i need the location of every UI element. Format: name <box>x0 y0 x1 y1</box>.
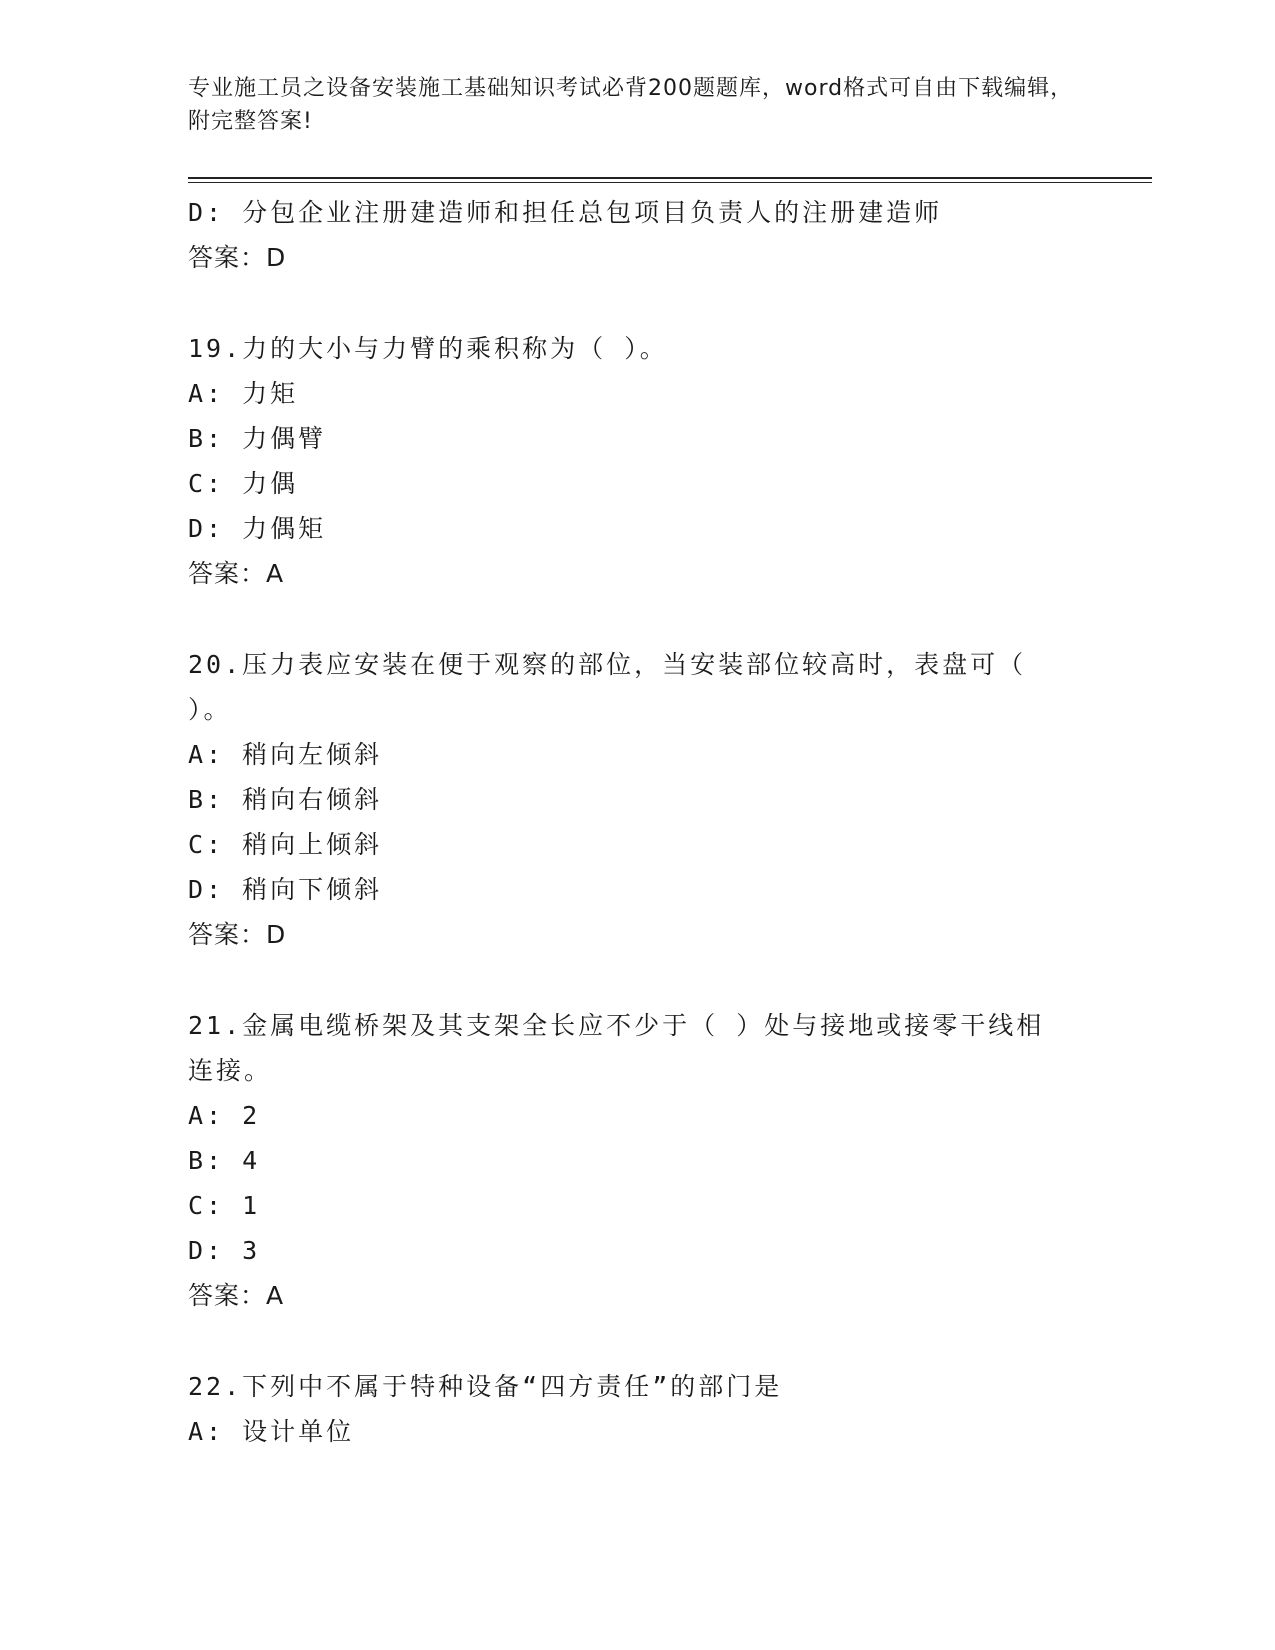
option-line: B: 4 <box>188 1146 261 1175</box>
option-line: C: 稍向上倾斜 <box>188 830 383 859</box>
option-line: D: 力偶矩 <box>188 514 327 543</box>
question-stem: 19.力的大小与力臂的乘积称为（ ）。 <box>188 334 668 363</box>
option-line: C: 力偶 <box>188 469 299 498</box>
option-line: C: 1 <box>188 1191 261 1220</box>
question-stem: 21.金属电缆桥架及其支架全长应不少于（ ）处与接地或接零干线相连接。 <box>188 1011 1045 1085</box>
option-line: A: 2 <box>188 1101 261 1130</box>
question-list <box>188 190 1068 1454</box>
option-line: A: 力矩 <box>188 379 299 408</box>
header-rule-thin <box>188 182 1152 183</box>
question-block <box>188 326 1068 596</box>
option-line: B: 力偶臂 <box>188 424 327 453</box>
answer-line: 答案：D <box>188 920 287 949</box>
question-block <box>188 1003 1068 1318</box>
option-line: B: 稍向右倾斜 <box>188 785 383 814</box>
question-block <box>188 642 1068 957</box>
question-block <box>188 1364 1068 1454</box>
question-stem: 20.压力表应安装在便于观察的部位，当安装部位较高时，表盘可（ ）。 <box>188 650 1045 724</box>
option-line: A: 设计单位 <box>188 1417 355 1446</box>
answer-line: 答案：D <box>188 243 287 272</box>
option-line: A: 稍向左倾斜 <box>188 740 383 769</box>
question-stem: 22.下列中不属于特种设备“四方责任”的部门是 <box>188 1372 783 1401</box>
document-title: 专业施工员之设备安装施工基础知识考试必背200题题库，word格式可自由下载编辑，附完整答案! <box>188 76 1074 134</box>
option-line: D: 稍向下倾斜 <box>188 875 383 904</box>
document-header <box>188 72 1088 138</box>
answer-line: 答案：A <box>188 559 285 588</box>
option-line: D: 分包企业注册建造师和担任总包项目负责人的注册建造师 <box>188 198 943 227</box>
option-line: D: 3 <box>188 1236 261 1265</box>
question-block <box>188 190 1068 280</box>
header-rule-thick <box>188 177 1152 179</box>
answer-line: 答案：A <box>188 1281 285 1310</box>
